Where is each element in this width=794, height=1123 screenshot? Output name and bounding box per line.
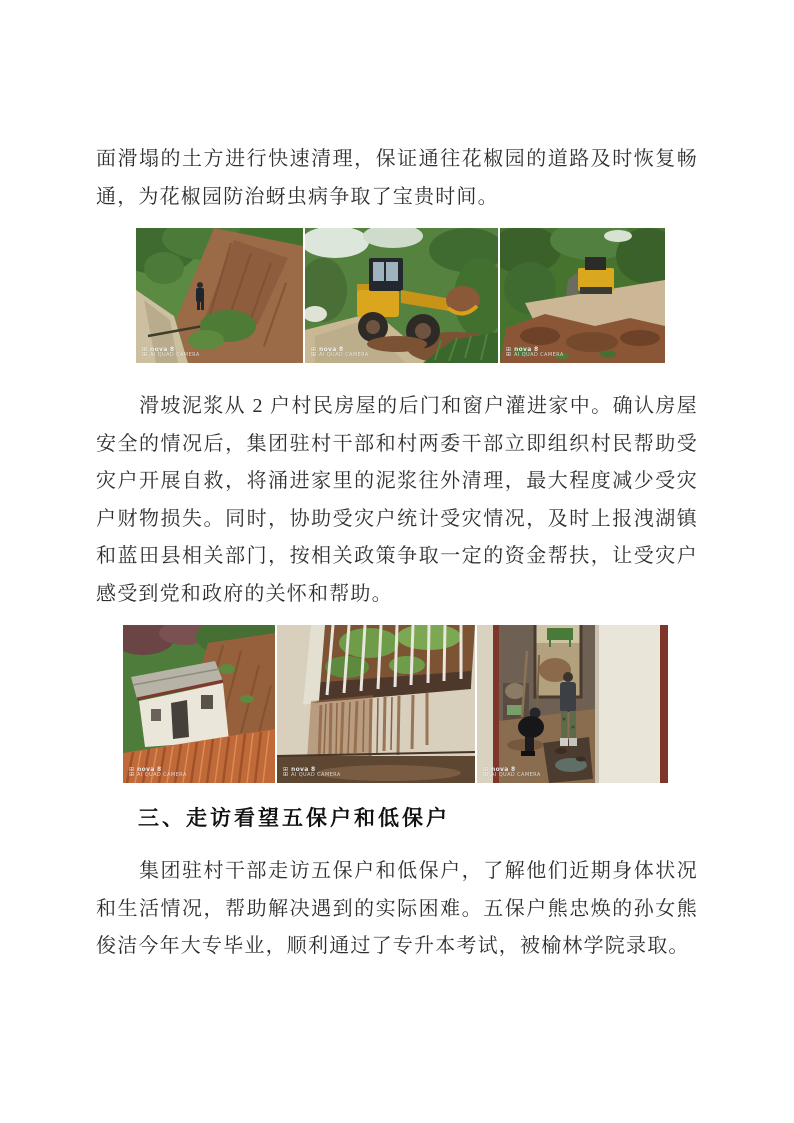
- watermark-caption: AI QUAD CAMERA: [319, 352, 369, 358]
- watermark-caption: AI QUAD CAMERA: [491, 772, 541, 778]
- watermark-model: nova 8: [514, 346, 539, 353]
- watermark-caption: AI QUAD CAMERA: [150, 352, 200, 358]
- watermark-grid-icon: ⊞ ⊞: [142, 346, 148, 358]
- landslide-path-illustration: [136, 228, 303, 363]
- house-landslide-illustration: [123, 625, 275, 783]
- watermark-model: nova 8: [150, 346, 175, 353]
- photo-muddy-window: [277, 625, 475, 783]
- watermark-grid-icon: ⊞ ⊞: [483, 766, 489, 778]
- watermark-caption: AI QUAD CAMERA: [291, 772, 341, 778]
- bulldozer-illustration: [500, 228, 665, 363]
- muddy-window-illustration: [277, 625, 475, 783]
- watermark-model: nova 8: [491, 766, 516, 773]
- photo-house-landslide: [123, 625, 275, 783]
- corridor-cleanup-illustration: [477, 625, 668, 783]
- photo-bulldozer: [500, 228, 665, 363]
- watermark-grid-icon: ⊞ ⊞: [283, 766, 289, 778]
- section-heading: 三、走访看望五保户和低保户: [138, 807, 450, 830]
- watermark-caption: AI QUAD CAMERA: [514, 352, 564, 358]
- watermark-caption: AI QUAD CAMERA: [137, 772, 187, 778]
- photo-strip-mud-houses: [123, 625, 698, 783]
- watermark-grid-icon: ⊞ ⊞: [129, 766, 135, 778]
- paragraph-mud-rescue: 滑坡泥浆从 2 户村民房屋的后门和窗户灌进家中。确认房屋安全的情况后，集团驻村干部和村两委干部立即组织村民帮助受灾户开展自救，将涌进家里的泥浆往外清理，最大程度减少受灾户财物损失。同时，协助受灾户统计受灾情况，及时上报洩湖镇和蓝田县相关部门，按相关政策争取一定的资金帮扶，让受灾户感受到党和政府的关怀和帮助。: [96, 395, 698, 605]
- watermark-model: nova 8: [319, 346, 344, 353]
- watermark-grid-icon: ⊞ ⊞: [506, 346, 512, 358]
- watermark-model: nova 8: [291, 766, 316, 773]
- watermark-grid-icon: ⊞ ⊞: [311, 346, 317, 358]
- watermark-model: nova 8: [137, 766, 162, 773]
- photo-corridor-cleanup: [477, 625, 668, 783]
- paragraph-visit-households: 集团驻村干部走访五保户和低保户，了解他们近期身体状况和生活情况，帮助解决遇到的实际困难。五保户熊忠焕的孙女熊俊洁今年大专毕业，顺利通过了专升本考试，被榆林学院录取。: [96, 860, 698, 957]
- photo-strip-road-clearing: [136, 228, 698, 363]
- photo-landslide-path: [136, 228, 303, 363]
- wheel-loader-illustration: [305, 228, 498, 363]
- paragraph-road-clearing: 面滑塌的土方进行快速清理，保证通往花椒园的道路及时恢复畅通，为花椒园防治蚜虫病争取了宝贵时间。: [96, 148, 698, 208]
- photo-wheel-loader: [305, 228, 498, 363]
